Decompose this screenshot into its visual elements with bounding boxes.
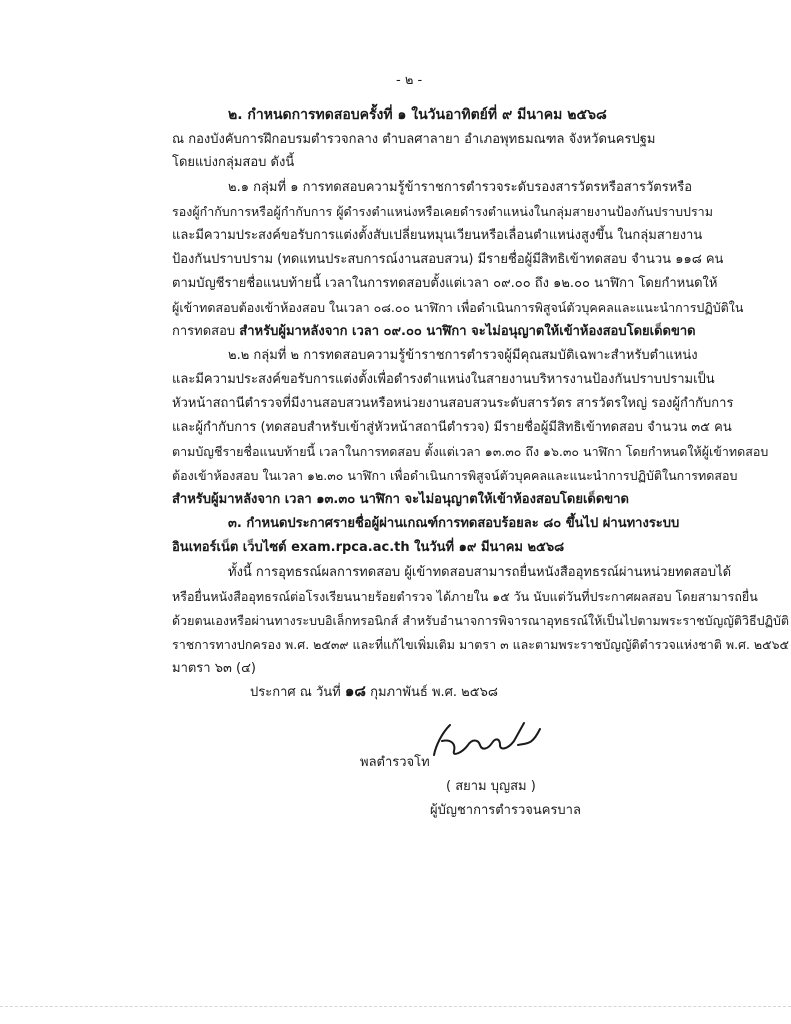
appeal-line: มาตรา ๖๓ (๔) — [172, 661, 256, 676]
group-1-line: รองผู้กำกับการหรือผู้กำกับการ ผู้ดำรงตำแหน่งหรือเคยดำรงตำแหน่งในกลุ่มสายงานป้องกันปราบปราม — [172, 204, 713, 219]
announcement-month-year: กุมภาพันธ์ พ.ศ. ๒๕๖๘ — [370, 685, 498, 700]
appeal-line: หรือยื่นหนังสืออุทธรณ์ต่อโรงเรียนนายร้อยตำรวจ ได้ภายใน ๑๕ วัน นับแต่วันที่ประกาศผลสอบ โดยสามารถยื่น — [172, 589, 758, 604]
group-1-line: และมีความประสงค์ขอรับการแต่งตั้งสับเปลี่ยนหมุนเวียนหรือเลื่อนตำแหน่งสูงขึ้น ในกลุ่มสายงาน — [172, 228, 703, 243]
group-1-warning: สำหรับผู้มาหลังจาก เวลา ๐๙.๐๐ นาฬิกา จะไม่อนุญาตให้เข้าห้องสอบโดยเด็ดขาด — [239, 324, 696, 339]
section-2-heading: ๒. กำหนดการทดสอบครั้งที่ ๑ ในวันอาทิตย์ที่ ๙ มีนาคม ๒๕๖๘ — [228, 107, 607, 123]
signer-rank: พลตำรวจโท — [360, 755, 430, 770]
group-1-line: ผู้เข้าทดสอบต้องเข้าห้องสอบ ในเวลา ๐๘.๐๐ นาฬิกา เพื่อดำเนินการพิสูจน์ตัวบุคคลและแนะนำการปฏิบัติใน — [172, 300, 744, 315]
announcement-prefix: ประกาศ ณ วันที่ — [250, 685, 341, 700]
section-3-line: อินเทอร์เน็ต เว็บไซต์ exam.rpca.ac.th ในวันที่ ๑๙ มีนาคม ๒๕๖๘ — [172, 540, 565, 555]
group-2-line: ๒.๒ กลุ่มที่ ๒ การทดสอบความรู้ข้าราชการตำรวจผู้มีคุณสมบัติเฉพาะสำหรับตำแหน่ง — [228, 348, 698, 363]
announcement-date — [250, 680, 498, 704]
group-2-line: ตามบัญชีรายชื่อแนบท้ายนี้ เวลาในการทดสอบ ตั้งแต่เวลา ๑๓.๓๐ ถึง ๑๖.๓๐ นาฬิกา โดยกำหนดให้ผู้เข้าทดสอบ — [172, 444, 769, 459]
section-3-line: ๓. กำหนดประกาศรายชื่อผู้ผ่านเกณฑ์การทดสอบร้อยละ ๘๐ ขึ้นไป ผ่านทางระบบ — [228, 516, 680, 531]
group-2-warning: สำหรับผู้มาหลังจาก เวลา ๑๓.๓๐ นาฬิกา จะไม่อนุญาตให้เข้าห้องสอบโดยเด็ดขาด — [172, 492, 629, 507]
group-2-line: และผู้กำกับการ (ทดสอบสำหรับเข้าสู่หัวหน้าสถานีตำรวจ) มีรายชื่อผู้มีสิทธิเข้าทดสอบ จำนวน ๓๕ คน — [172, 420, 732, 435]
signer-name: ( สยาม บุญสม ) — [446, 779, 536, 794]
section-2-line: โดยแบ่งกลุ่มสอบ ดังนี้ — [172, 155, 295, 170]
appeal-line: ราชการทางปกครอง พ.ศ. ๒๕๓๙ และที่แก้ไขเพิ่มเติม มาตรา ๓ และตามพระราชบัญญัติตำรวจแห่งชาติ พ.ศ. ๒๕๖๕ — [172, 637, 790, 652]
group-1-line: ๒.๑ กลุ่มที่ ๑ การทดสอบความรู้ข้าราชการตำรวจระดับรองสารวัตรหรือสารวัตรหรือ — [228, 180, 693, 195]
signature-image — [428, 705, 548, 765]
group-1-line: ตามบัญชีรายชื่อแนบท้ายนี้ เวลาในการทดสอบตั้งแต่เวลา ๐๙.๐๐ ถึง ๑๒.๐๐ นาฬิกา โดยกำหนดให้ — [172, 276, 718, 291]
group-2-line: ต้องเข้าห้องสอบ ในเวลา ๑๒.๓๐ นาฬิกา เพื่อดำเนินการพิสูจน์ตัวบุคคลและแนะนำการปฏิบัติในการทดสอบ — [172, 468, 738, 483]
section-2-line: ณ กองบังคับการฝึกอบรมตำรวจกลาง ตำบลศาลายา อำเภอพุทธมณฑล จังหวัดนครปฐม — [172, 132, 656, 147]
group-1-line: ป้องกันปราบปราม (ทดแทนประสบการณ์งานสอบสวน) มีรายชื่อผู้มีสิทธิเข้าทดสอบ จำนวน ๑๑๘ คน — [172, 252, 724, 267]
group-2-line: และมีความประสงค์ขอรับการแต่งตั้งเพื่อดำรงตำแหน่งในสายงานบริหารงานป้องกันปราบปรามเป็น — [172, 372, 715, 387]
scan-edge-divider — [0, 1006, 791, 1021]
group-1-line — [172, 321, 696, 343]
group-1-text: การทดสอบ — [172, 324, 240, 339]
page-number: - ๒ - — [396, 73, 423, 88]
announcement-day: ๑๘ — [344, 682, 366, 700]
appeal-line: ด้วยตนเองหรือผ่านทางระบบอิเล็กทรอนิกส์ สำหรับอำนาจการพิจารณาอุทธรณ์ให้เป็นไปตามพระราชบัญญัติวิธีปฏิบัติ — [172, 613, 790, 628]
group-2-line: หัวหน้าสถานีตำรวจที่มีงานสอบสวนหรือหน่วยงานสอบสวนระดับสารวัตร สารวัตรใหญ่ รองผู้กำกับการ — [172, 396, 734, 411]
appeal-line: ทั้งนี้ การอุทธรณ์ผลการทดสอบ ผู้เข้าทดสอบสามารถยื่นหนังสืออุทธรณ์ผ่านหน่วยทดสอบได้ — [228, 565, 732, 580]
signer-position: ผู้บัญชาการตำรวจนครบาล — [430, 803, 581, 818]
